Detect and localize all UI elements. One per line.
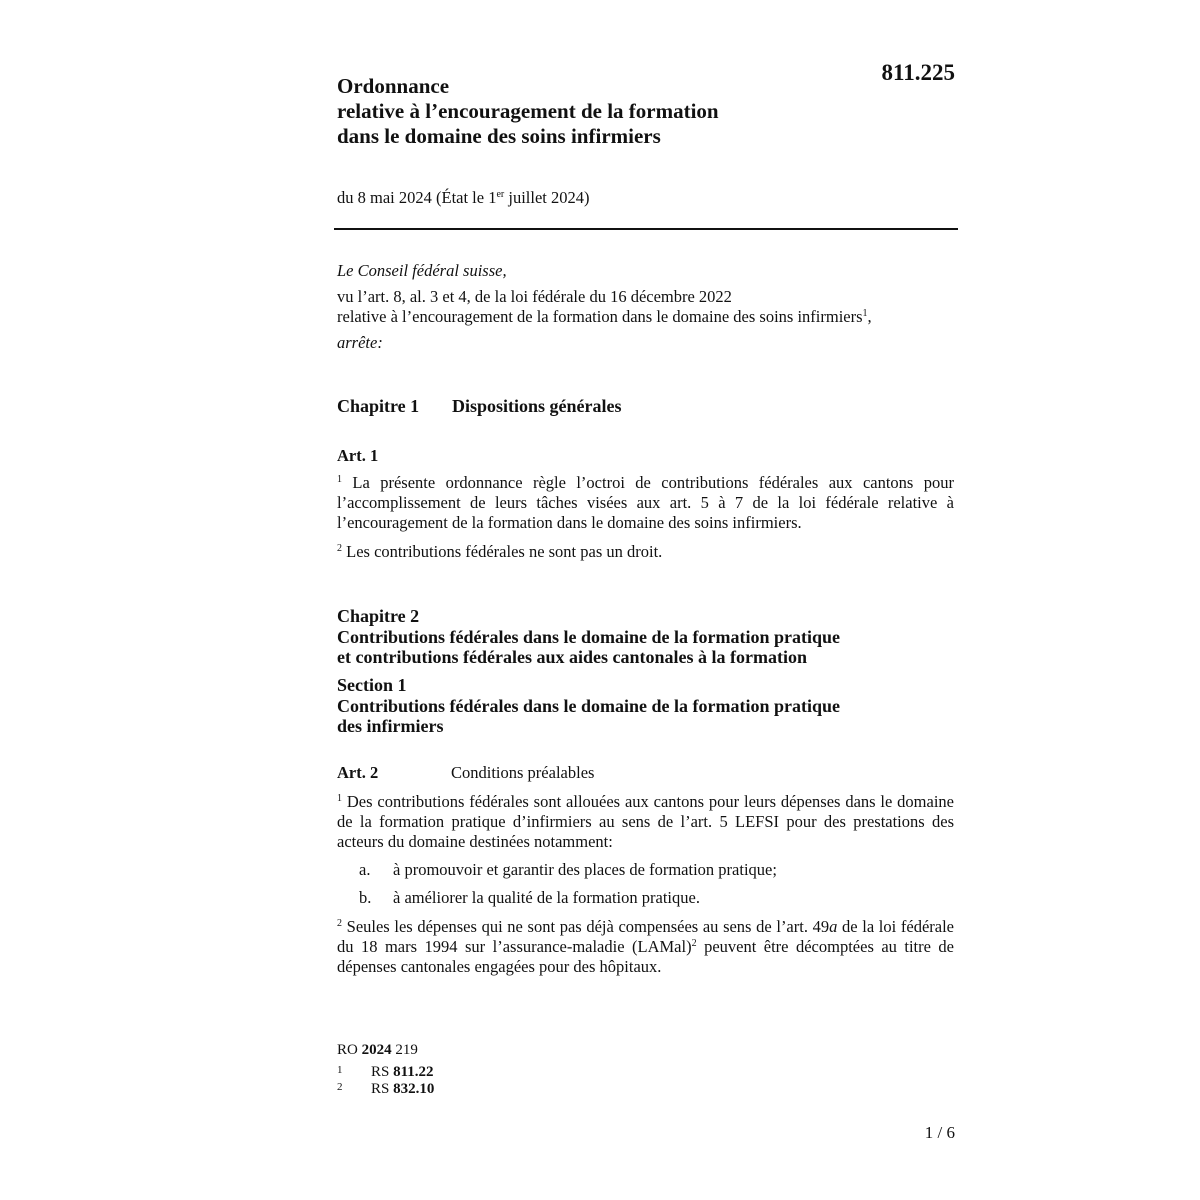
chapter-2-heading: [337, 606, 954, 668]
article-label: Conditions préalables: [451, 763, 595, 782]
section-title-line: des infirmiers: [337, 716, 444, 736]
preamble-authority: Le Conseil fédéral suisse,: [337, 261, 507, 280]
chapter-title-line: et contributions fédérales aux aides cantonales à la formation: [337, 647, 807, 667]
article-2-paragraph-2: [337, 917, 954, 977]
document-date: [337, 188, 590, 208]
footnote-ref-link[interactable]: 832.10: [393, 1081, 435, 1097]
document-title: [337, 74, 857, 149]
ro-year: 2024: [361, 1042, 392, 1058]
preamble-line-end: ,: [867, 307, 872, 326]
article-2-title: [337, 763, 594, 783]
footnote-mark: 2: [337, 1081, 343, 1093]
paragraph-text: Les contributions fédérales ne sont pas un droit.: [342, 542, 663, 561]
section-title-line: Contributions fédérales dans le domaine de la formation pratique: [337, 695, 841, 716]
page-number: 1 / 6: [924, 1123, 955, 1142]
ro-prefix: RO: [337, 1042, 362, 1058]
chapter-number: Chapitre 1: [337, 396, 420, 416]
footnote-prefix: RS: [371, 1081, 394, 1097]
chapter-title: Dispositions générales: [452, 396, 622, 416]
article-1-paragraph-1: [337, 473, 954, 533]
list-item-label: b.: [359, 888, 372, 907]
footnote-2: [337, 1079, 434, 1098]
paragraph-text: Seules les dépenses qui ne sont pas déjà compensées au sens de l’art. 49: [342, 917, 830, 936]
list-item-label: a.: [359, 860, 371, 879]
paragraph-number: 2: [337, 918, 342, 929]
section-1-heading: [337, 675, 954, 737]
paragraph-text: peuvent être décomptées au titre de dépenses cantonales engagées pour des hôpitaux.: [337, 937, 955, 976]
footnote-ref-1[interactable]: 1: [862, 308, 868, 319]
chapter-title-line: Contributions fédérales dans le domaine de la formation pratique: [337, 626, 841, 647]
date-text-end: juillet 2024): [504, 188, 590, 207]
title-line: dans le domaine des soins infirmiers: [337, 124, 661, 148]
article-2-paragraph-1: [337, 792, 954, 852]
footnote-ref-link[interactable]: 811.22: [393, 1064, 434, 1080]
preamble-line-text: relative à l’encouragement de la formation dans le domaine des soins infirmiers: [337, 307, 863, 326]
ro-page: 219: [391, 1042, 418, 1058]
chapter-number: Chapitre 2: [337, 606, 420, 626]
preamble-line: [337, 307, 872, 327]
title-line: relative à l’encouragement de la formation: [337, 99, 719, 123]
paragraph-number: 1: [337, 793, 342, 804]
paragraph-text: La présente ordonnance règle l’octroi de contributions fédérales aux cantons pour l’accomplissement de leurs tâches visées aux art. 5 à 7 de la loi fédérale relative à l’encouragement de la formation dans le domaine des soins infirmiers.: [337, 473, 954, 532]
official-compilation-ref: [337, 1042, 418, 1059]
article-1-paragraph-2: [337, 542, 954, 562]
footnote-prefix: RS: [371, 1064, 394, 1080]
chapter-1-heading: [337, 396, 622, 417]
paragraph-number: 2: [337, 543, 342, 554]
article-1-title: Art. 1: [337, 446, 379, 465]
footnote-ref-2[interactable]: 2: [691, 938, 697, 949]
title-divider: [334, 228, 958, 230]
title-line: Ordonnance: [337, 74, 450, 98]
paragraph-italic: a: [829, 917, 838, 936]
preamble-line: vu l’art. 8, al. 3 et 4, de la loi fédérale du 16 décembre 2022: [337, 287, 732, 306]
date-superscript: er: [496, 189, 505, 200]
list-item: [359, 860, 777, 880]
systematic-number: 811.225: [881, 60, 955, 85]
list-item-text: à promouvoir et garantir des places de formation pratique;: [393, 860, 777, 879]
section-number: Section 1: [337, 675, 407, 695]
paragraph-text: de la loi fédérale du 18 mars 1994 sur l’assurance-maladie (LAMal): [337, 917, 954, 956]
preamble-decree: arrête:: [337, 333, 383, 352]
list-item: [359, 888, 700, 908]
footnote-mark: 1: [337, 1064, 343, 1076]
date-text: du 8 mai 2024 (État le 1: [337, 188, 497, 207]
list-item-text: à améliorer la qualité de la formation pratique.: [393, 888, 700, 907]
article-number: Art. 2: [337, 763, 379, 782]
paragraph-number: 1: [337, 474, 342, 485]
paragraph-text: Des contributions fédérales sont allouées aux cantons pour leurs dépenses dans le domaine de la formation pratique d’infirmiers au sens de l’art. 5 LEFSI pour des prestations des acteurs du domaine destinées notamment:: [337, 792, 954, 851]
